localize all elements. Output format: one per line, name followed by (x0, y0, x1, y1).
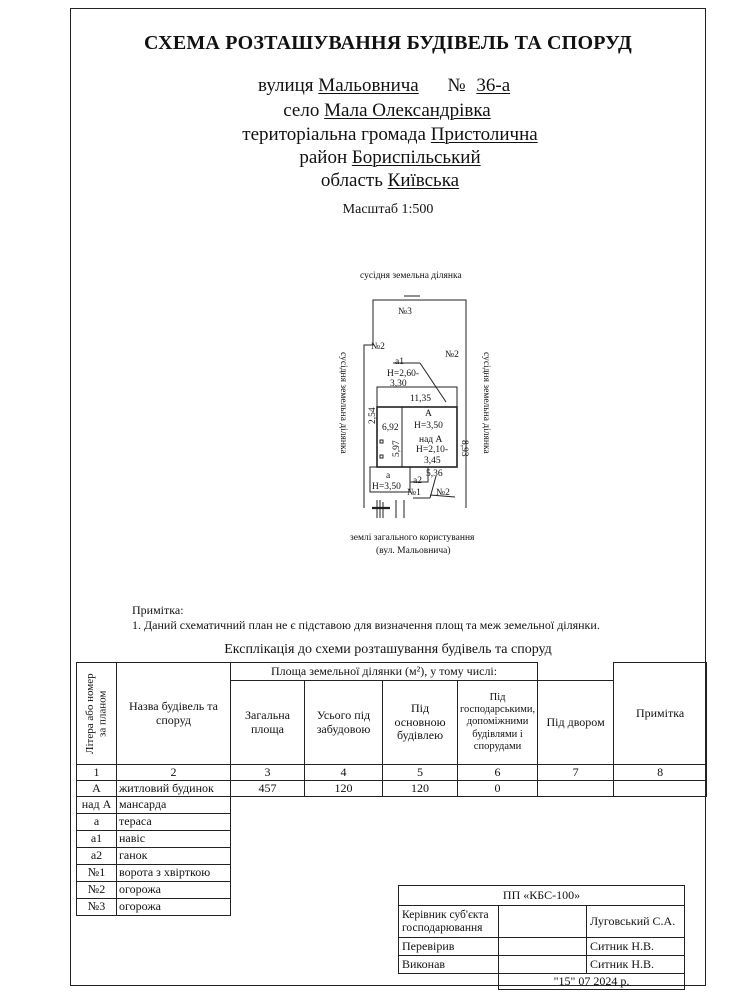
table-row: над А мансарда (77, 797, 707, 814)
table-row: а1 навіс (77, 831, 707, 848)
title-block (398, 885, 685, 990)
plan-A-label: А (425, 409, 432, 419)
header-built: Усього під забудовою (305, 681, 383, 765)
plan-fence-right: №2 (445, 350, 459, 360)
header-yard: Під двором (538, 681, 614, 765)
address-district: район Бориспільський (299, 147, 481, 168)
document-title: СХЕМА РОЗТАШУВАННЯ БУДІВЕЛЬ ТА СПОРУД (144, 32, 632, 54)
header-name: Назва будівель та споруд (117, 663, 231, 765)
table-row: №3 огорожа (77, 899, 707, 916)
plan-dim-5-97: 5,97 (392, 440, 402, 457)
plan-a-height: Н=3,50 (372, 482, 401, 492)
plan-right-neighbor: сусідня земельна ділянка (481, 352, 491, 454)
stamp-made-name: Ситник Н.В. (587, 956, 685, 974)
plan-nad-A-height-1: Н=2,10- (416, 445, 449, 455)
numbers-row: 1 2 3 4 5 6 7 8 (77, 765, 707, 781)
house-A (377, 407, 457, 467)
stamp-made-label: Виконав (399, 956, 499, 974)
stamp-head-label: Керівник суб'єкта господарювання (399, 906, 499, 938)
table-row: а тераса (77, 814, 707, 831)
plan-a1-height-1: Н=2,60- (387, 369, 420, 379)
address-community: територіальна громада Пристолична (242, 124, 538, 145)
plan-fence-top: №3 (398, 307, 412, 317)
plan-top-neighbor: сусідня земельна ділянка (360, 271, 462, 281)
plan-a-label: a (386, 471, 391, 481)
header-main: Під основною будівлею (383, 681, 458, 765)
header-total: Загальна площа (231, 681, 305, 765)
plan-nad-A-height-2: 3,45 (424, 456, 441, 466)
plan-fence-bottom: №2 (436, 488, 450, 498)
plan-dim-5-36: 5,36 (426, 469, 443, 479)
plan-a1-height-2: 3,30 (390, 379, 407, 389)
plan-nad-A-label: над А (419, 435, 443, 445)
plan-dim-2-54: 2,54 (368, 407, 378, 424)
plan-bottom-label-1: землі загального користування (350, 533, 475, 543)
stamp-checked-name: Ситник Н.В. (587, 938, 685, 956)
table-row: №1 ворота з хвірткою (77, 865, 707, 882)
plan-bottom-label-2: (вул. Мальовнича) (376, 546, 451, 556)
scale-label: Масштаб 1:500 (342, 202, 434, 217)
explication-table (76, 662, 707, 916)
plan-dim-8-93: 8,93 (459, 440, 469, 457)
stamp-company: ПП «КБС-100» (399, 886, 685, 906)
header-area-group: Площа земельної ділянки (м²), у тому числі: (231, 663, 538, 681)
stamp-head-name: Луговський С.А. (587, 906, 685, 938)
table-row: А житловий будинок 457 120 120 0 (77, 781, 707, 797)
plan-dim-6-92: 6,92 (382, 423, 399, 433)
plan-gate: №1 (407, 488, 421, 498)
plan-a2-label: a2 (413, 476, 422, 486)
plan-left-neighbor: сусідня земельна ділянка (338, 352, 348, 454)
plan-dim-11-35: 11,35 (410, 394, 432, 404)
table-row: а2 ганок (77, 848, 707, 865)
site-plan (330, 268, 500, 558)
plan-a1-label: a1 (395, 357, 404, 367)
note-text: 1. Даний схематичний план не є підставою для визначення площ та меж земельної ділянки. (132, 618, 600, 632)
address-region: область Київська (320, 170, 460, 191)
stamp-date: "15" 07 2024 р. (499, 974, 685, 990)
explication-title: Експлікація до схеми розташування будівель та споруд (224, 642, 552, 657)
plan-fence-left: №2 (371, 342, 385, 352)
address-village: село Мала Олександрівка (283, 100, 491, 121)
note-heading: Примітка: (132, 603, 184, 617)
header-aux: Під господарськими, допоміжними будівлями і спорудами (458, 681, 538, 765)
stamp-checked-label: Перевірив (399, 938, 499, 956)
header-remark: Примітка (614, 663, 707, 765)
plan-A-height: Н=3,50 (414, 421, 443, 431)
address-street: вулиця Мальовнича № 36-а (258, 75, 511, 96)
header-litera: Літера або номер за планом (77, 663, 117, 765)
table-row: №2 огорожа (77, 882, 707, 899)
